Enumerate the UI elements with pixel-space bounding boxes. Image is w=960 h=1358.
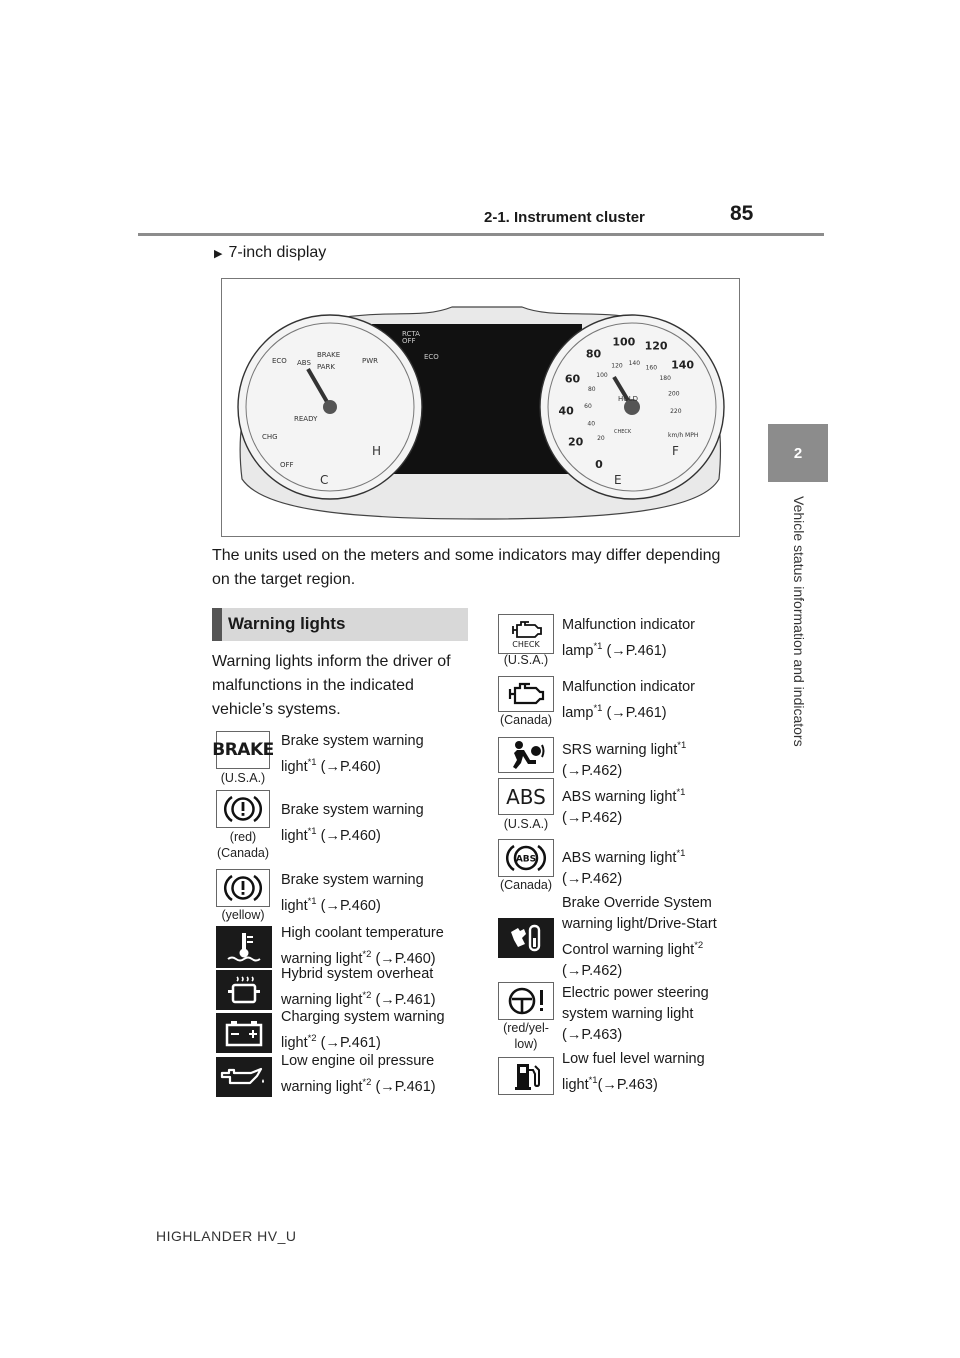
instrument-cluster-illustration [221,278,740,537]
desc-line: Brake system warning [281,802,424,818]
region-label: (Canada) [499,713,553,727]
desc-line: warning light [281,950,363,967]
cluster-label-h: H [372,444,382,458]
mph-tick-label: 80 [585,347,602,361]
footer-model: HIGHLANDER HV_U [156,1228,297,1244]
kmh-tick-label: 60 [584,403,592,411]
chapter-tab[interactable]: 2 [768,424,828,482]
kmh-tick-label: 140 [628,360,641,368]
mph-tick-label: 100 [612,335,636,349]
display-bullet [214,244,326,262]
desc-line: light [281,827,308,844]
entry-description [281,1007,481,1054]
footnote-mark: *2 [307,1033,317,1044]
engine-icon [498,676,554,712]
fuel-pump-icon [498,1057,554,1095]
coolant-temp-icon [216,926,272,968]
page-ref[interactable]: (→P.461) [375,991,436,1008]
cluster-label-e: E [614,473,622,487]
engine-check-icon [498,614,554,654]
desc-line: warning light [281,991,363,1008]
desc-line: Brake system warning [281,733,424,749]
region-label: (U.S.A.) [220,771,266,785]
footnote-mark: *1 [593,703,603,714]
desc-line: Malfunction indicator [562,617,695,633]
oil-pressure-icon [216,1057,272,1097]
desc-line: Electric power steering [562,985,709,1001]
cluster-label-chg: CHG [262,433,278,441]
page-ref[interactable]: (→P.461) [606,642,667,659]
page-ref[interactable]: (→P.460) [320,897,381,914]
desc-line: light [562,1076,589,1093]
footnote-mark: *2 [694,940,704,951]
desc-line: Brake Override System [562,895,712,911]
desc-line: light [281,1034,308,1051]
entry-description [562,893,762,982]
chapter-label: Vehicle status information and indicators [791,496,807,747]
region-label: (Canada) [499,878,553,892]
entry-description [562,843,762,890]
kmh-tick-label: 20 [597,435,605,443]
page-ref[interactable]: (→P.461) [375,1078,436,1095]
warning-lights-description: Warning lights inform the driver of malfunctions in the indicated vehicle’s systems. [212,653,451,718]
entry-description [281,964,481,1011]
page-ref[interactable]: (→P.460) [320,758,381,775]
footnote-mark: *1 [676,848,686,859]
abs-circle-icon [498,839,554,877]
cluster-label-ready: READY [294,415,318,423]
entry-description [562,735,762,782]
desc-line: warning light/Drive-Start [562,916,717,932]
check-text: CHECK [512,639,540,649]
cluster-label-abs: ABS [297,359,311,367]
footnote-mark: *1 [307,757,317,768]
cluster-label-park: PARK [317,363,336,371]
cluster-label-eco: ECO [272,357,287,365]
brake-text-icon [212,731,274,769]
header-rule [138,233,824,236]
desc-line: Malfunction indicator [562,679,695,695]
entry-description [281,923,481,970]
kmh-tick-label: 100 [596,371,608,379]
section-title: 2-1. Instrument cluster [484,209,645,226]
region-label: (U.S.A.) [503,817,549,831]
cluster-label-f: F [672,444,679,458]
desc-line: Brake system warning [281,872,424,888]
srs-airbag-icon [498,737,554,773]
footnote-mark: *2 [362,949,372,960]
brake-text: BRAKE [212,740,274,760]
footnote-mark: *1 [588,1075,598,1086]
cluster-svg [222,279,739,536]
region-label: (red/yel- low) [503,1021,549,1051]
battery-icon [216,1013,272,1053]
footnote-mark: *1 [676,787,686,798]
mph-tick-label: 20 [568,435,584,449]
entry-description [562,1049,762,1096]
brake-circle-yellow-icon [216,869,270,907]
desc-line: light [281,758,308,775]
kmh-tick-label: 160 [645,364,658,372]
cluster-label-center-eco: ECO [424,353,439,361]
page-ref[interactable]: (→P.463) [597,1076,658,1093]
entry-description [281,731,481,778]
abs-circle-text: ABS [515,854,537,865]
page-ref[interactable]: (→P.461) [320,1034,381,1051]
desc-line: ABS warning light [562,788,677,805]
desc-line: light [281,897,308,914]
kmh-tick-label: 220 [670,407,682,415]
entry-description [562,983,762,1046]
entry-description [562,615,762,662]
page-ref[interactable]: (→P.462) [562,762,623,779]
mph-tick-label: 60 [564,372,581,386]
entry-description [562,782,762,829]
mph-tick-label: 40 [558,404,574,418]
cluster-label-center-off: OFF [402,337,416,345]
footnote-mark: *1 [307,896,317,907]
kmh-tick-label: 120 [611,362,623,370]
desc-line: Control warning light [562,941,695,958]
footnote-mark: *2 [362,1077,372,1088]
abs-text: ABS [506,784,546,809]
page-ref[interactable]: (→P.461) [606,704,667,721]
abs-text-icon [498,778,554,815]
desc-line: SRS warning light [562,741,678,758]
kmh-tick-label: 200 [668,390,680,398]
entry-description [281,1051,481,1098]
page-ref[interactable]: (→P.462) [562,870,623,887]
page-number: 85 [730,202,754,225]
region-label: (U.S.A.) [503,653,549,667]
cluster-label-pwr: PWR [362,357,379,365]
hybrid-overheat-icon [216,970,272,1010]
power-steering-icon [498,982,554,1020]
cluster-label-rcta: RCTA [402,330,420,338]
page-ref[interactable]: (→P.460) [320,827,381,844]
desc-line: warning light [281,1078,363,1095]
entry-description [281,870,481,917]
triangle-bullet-icon: ▶ [214,248,223,260]
desc-line: Low fuel level warning [562,1051,705,1067]
cluster-label-off: OFF [280,461,294,469]
bullet-text: 7-inch display [228,244,327,261]
footnote-mark: *2 [362,990,372,1001]
region-label: (yellow) [221,908,265,922]
desc-line: High coolant temperature [281,925,444,941]
footnote-mark: *1 [677,740,687,751]
warning-lights-heading: Warning lights [212,608,468,641]
cluster-label-c: C [320,473,329,487]
cluster-label-check: CHECK [614,429,632,435]
desc-line: lamp [562,704,594,721]
desc-line: system warning light [562,1006,694,1022]
kmh-tick-label: 180 [659,375,671,383]
desc-line: lamp [562,642,594,659]
cluster-label-unit: km/h MPH [668,432,699,439]
page-ref[interactable]: (→P.462) [562,809,623,826]
mph-tick-label: 140 [671,358,695,372]
page-ref[interactable]: (→P.463) [562,1027,623,1043]
intro-note: The units used on the meters and some indicators may differ depending on the target region. [212,547,721,588]
region-label: (red) (Canada) [216,830,270,860]
desc-line: Charging system warning [281,1009,445,1025]
desc-line: Low engine oil pressure [281,1053,435,1069]
cluster-label-brake: BRAKE [317,351,341,359]
page-ref[interactable]: (→P.460) [375,950,436,967]
mph-tick-label: 120 [644,339,668,353]
brake-circle-red-icon [216,790,270,828]
mph-tick-label: 0 [595,458,603,472]
page-ref[interactable]: (→P.462) [562,962,623,979]
entry-description [562,677,762,724]
footnote-mark: *1 [593,641,603,652]
footnote-mark: *1 [307,826,317,837]
desc-line: ABS warning light [562,849,677,866]
desc-line: Hybrid system overheat [281,966,434,982]
kmh-tick-label: 40 [587,420,596,428]
brake-override-icon [498,918,554,958]
cluster-label-hold: HOLD [618,395,639,403]
entry-description [281,800,481,847]
kmh-tick-label: 80 [587,386,596,394]
